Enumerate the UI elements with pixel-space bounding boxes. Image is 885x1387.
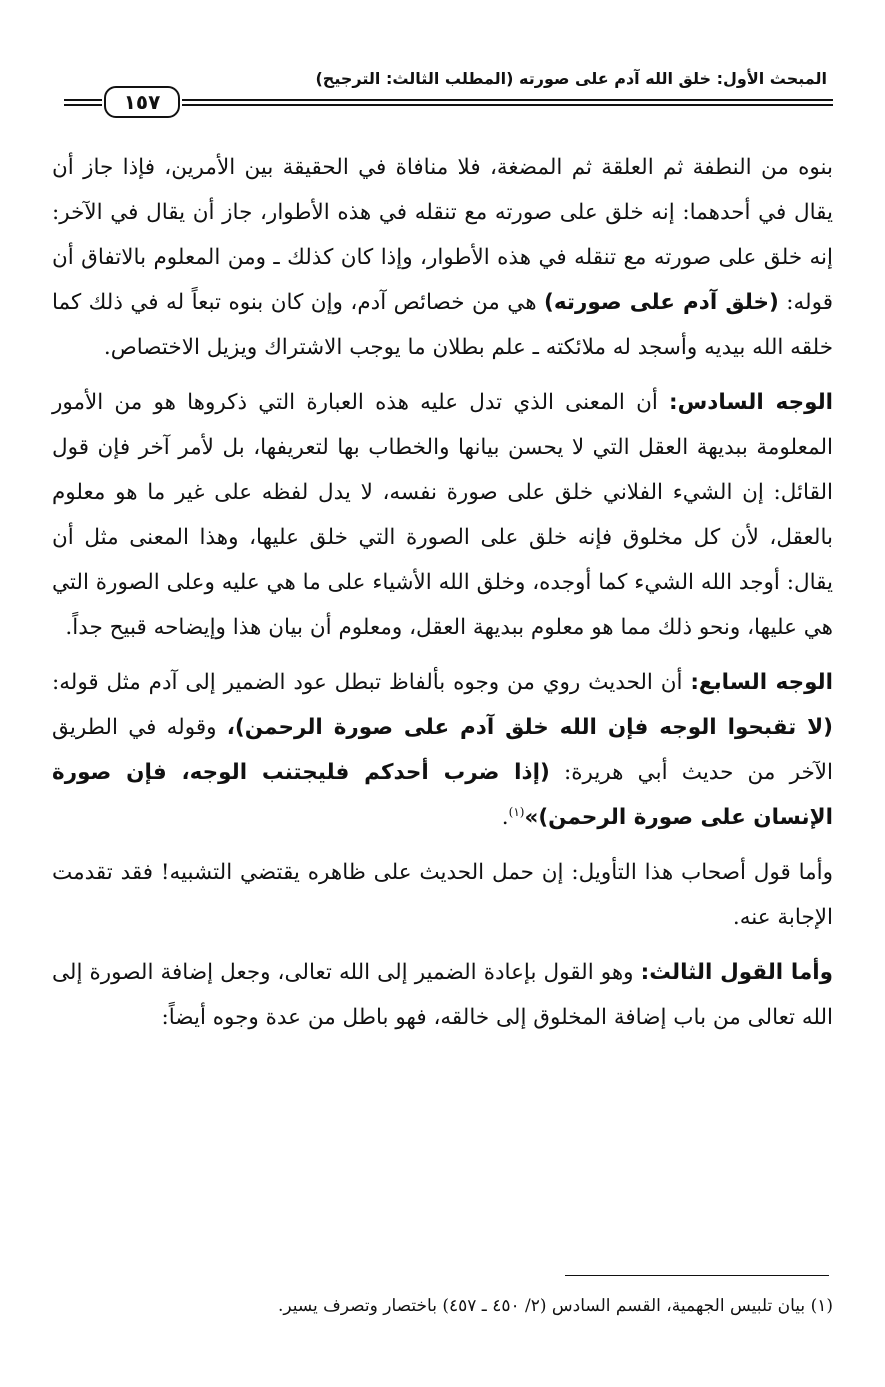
paragraph-3-text-a: أن الحديث روي من وجوه بألفاظ تبطل عود الضمير إلى آدم مثل قوله: bbox=[52, 670, 683, 695]
quote-hadith-2: (إذا ضرب أحدكم فليجتنب الوجه، فإن صورة الإنسان على صورة الرحمن)» bbox=[52, 760, 833, 830]
paragraph-3-text-b: وقوله في الطريق الآخر من حديث أبي هريرة: bbox=[52, 715, 833, 785]
paragraph-5 bbox=[52, 950, 833, 1040]
paragraph-1-end: هي من خصائص آدم، وإن كان بنوه تبعاً له في ذلك كما خلقه الله بيديه وأسجد له ملائكته ـ علم بطلان ما يوجب الاشتراك ويزيل الاختصاص. bbox=[52, 290, 833, 360]
page-number: ١٥٧ bbox=[104, 86, 180, 118]
paragraph-4 bbox=[52, 850, 833, 940]
paragraph-3-end: . bbox=[501, 805, 509, 830]
footnote-separator bbox=[565, 1275, 829, 1276]
paragraph-5-text: وهو القول بإعادة الضمير إلى الله تعالى، وجعل إضافة الصورة إلى الله تعالى من باب إضافة المخلوق إلى خالقه، فهو باطل من عدة وجوه أيضاً: bbox=[52, 960, 833, 1030]
paragraph-2 bbox=[52, 380, 833, 650]
heading-sixth-aspect: الوجه السادس: bbox=[669, 390, 834, 415]
paragraph-2-text: أن المعنى الذي تدل عليه هذه العبارة التي ذكروها هو من الأمور المعلومة ببديهة العقل التي لا يحسن بيانها والخطاب بها لتعريفها، بل لأمر آخر فإن قول القائل: إن الشيء الفلاني خلق على صورة نفسه، لا يدل لفظه على غير ما هو معلوم بالعقل، لأن كل مخلوق فإنه خلق على الصورة التي خلق عليها، وهذا المعنى مثل أن يقال: أوجد الله الشيء كما أوجده، وخلق الله الأشياء على ما هي عليه وعلى الصورة التي هي عليها، ونحو ذلك مما هو معلوم ببديهة العقل، ومعلوم أن بيان هذا وإيضاحه قبيح جداً. bbox=[52, 390, 833, 640]
paragraph-4-text: وأما قول أصحاب هذا التأويل: إن حمل الحديث على ظاهره يقتضي التشبيه! فقد تقدمت الإجابة عنه. bbox=[52, 860, 833, 930]
header-rule-left bbox=[64, 99, 102, 106]
header-rule-right bbox=[182, 99, 833, 106]
quote-khalaqa-adam: (خلق آدم على صورته) bbox=[544, 290, 779, 315]
main-text bbox=[52, 145, 833, 1040]
footnote-text: بيان تلبيس الجهمية، القسم السادس (٢/ ٤٥٠ ـ ٤٥٧) باختصار وتصرف يسير. bbox=[277, 1296, 806, 1316]
paragraph-1 bbox=[52, 145, 833, 370]
heading-seventh-aspect: الوجه السابع: bbox=[690, 670, 833, 695]
footnote-1 bbox=[52, 1293, 833, 1319]
quote-hadith-1: (لا تقبحوا الوجه فإن الله خلق آدم على صورة الرحمن)، bbox=[226, 715, 833, 740]
running-header: المبحث الأول: خلق الله آدم على صورته (المطلب الثالث: الترجيح) bbox=[315, 69, 827, 88]
footnote-marker: (١) bbox=[810, 1296, 833, 1316]
paragraph-1-text: بنوه من النطفة ثم العلقة ثم المضغة، فلا منافاة في الحقيقة بين الأمرين، فإذا جاز أن يقال في أحدهما: إنه خلق على صورته مع تنقله في هذه الأطوار، جاز أن يقال في الآخر: إنه خلق على صورته مع تنقله في هذه الأطوار، وإذا كان كذلك ـ ومن المعلوم بالاتفاق أن قوله: bbox=[52, 155, 833, 315]
footnote-ref[interactable]: (١) bbox=[508, 804, 525, 819]
paragraph-3 bbox=[52, 660, 833, 840]
heading-third-opinion: وأما القول الثالث: bbox=[640, 960, 833, 985]
